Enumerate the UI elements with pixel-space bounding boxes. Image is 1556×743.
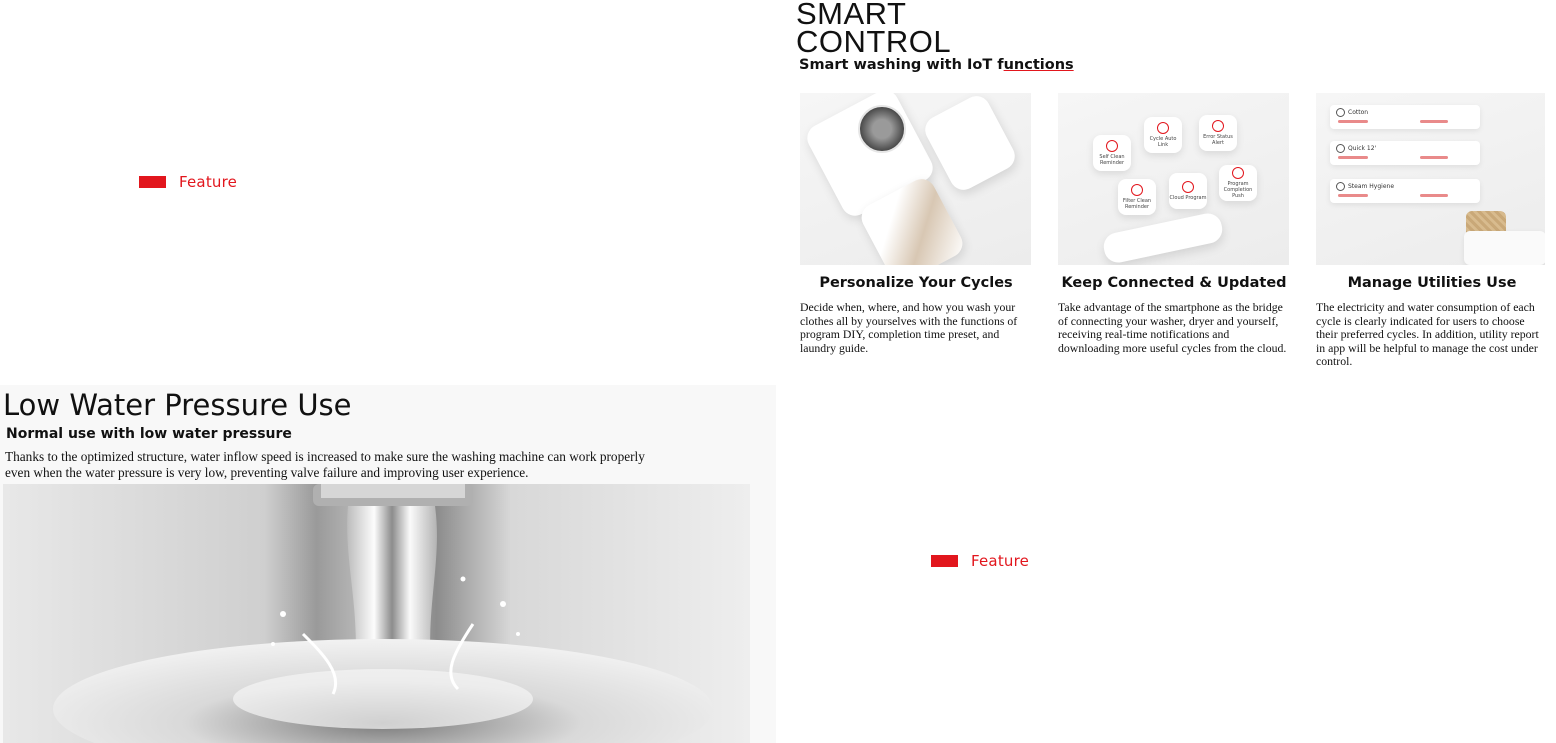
- bell-icon: [1232, 167, 1244, 179]
- phone-screen: [1101, 211, 1225, 265]
- card-title: Keep Connected & Updated: [1061, 275, 1287, 291]
- filter-icon: [1131, 184, 1143, 196]
- bubble-filter-clean: Filter Clean Reminder: [1118, 179, 1156, 215]
- feature-label: Feature: [971, 552, 1030, 570]
- feature-tag-bottom: [931, 552, 1029, 570]
- feature-tag-top: [139, 173, 237, 191]
- bubble-error-alert: Error Status Alert: [1199, 115, 1237, 151]
- feature-bar-icon: [931, 555, 958, 567]
- water-faucet-image: [3, 484, 750, 743]
- title-line-2: CONTROL: [796, 24, 952, 59]
- card-description: Decide when, where, and how you wash your clothes all by yourselves with the functions of program DIY, completion time preset, and laundry guide.: [800, 300, 1018, 355]
- utility-chart-icon: [1316, 93, 1545, 265]
- feature-bar-icon: [139, 176, 166, 188]
- bubble-self-clean: Self Clean Reminder: [1093, 135, 1131, 171]
- subtitle-prefix: Smart washing with IoT f: [799, 57, 1004, 73]
- card-description: The electricity and water consumption of each cycle is clearly indicated for users to choose their preferred cycles. In addition, utility report in app will be helpful to manage the cost under control.: [1316, 300, 1539, 368]
- card-personalize-cycles: [800, 93, 1032, 355]
- drum-icon: [858, 105, 906, 153]
- steam-icon: [1336, 182, 1345, 191]
- smart-control-title: [796, 0, 952, 59]
- alert-icon: [1212, 120, 1224, 132]
- cycle-row-steam: Steam Hygiene: [1330, 179, 1480, 203]
- card-title: Personalize Your Cycles: [819, 275, 1013, 291]
- cloud-icon: [1182, 181, 1194, 193]
- cycle-row-quick: Quick 12': [1330, 141, 1480, 165]
- bubble-cloud-program: Cloud Program: [1169, 173, 1207, 209]
- phone-screen: [920, 93, 1019, 195]
- link-icon: [1157, 122, 1169, 134]
- card-manage-utilities: [1316, 93, 1548, 369]
- cotton-icon: [1336, 108, 1345, 117]
- smart-control-subtitle: [799, 57, 1074, 73]
- card-keep-connected: [1058, 93, 1290, 355]
- low-water-subtitle: Normal use with low water pressure: [6, 426, 292, 442]
- card-description: Take advantage of the smartphone as the bridge of connecting your washer, dryer and yourself, receiving real-time notifications and downloading more useful cycles from the cloud.: [1058, 300, 1287, 355]
- cycle-row-cotton: Cotton: [1330, 105, 1480, 129]
- bubble-completion-push: Program Completion Push: [1219, 165, 1257, 201]
- clock-icon: [1336, 144, 1345, 153]
- water-splash-icon: [3, 484, 750, 743]
- bubble-cycle-link: Cycle Auto Link: [1144, 117, 1182, 153]
- low-water-description: Thanks to the optimized structure, water inflow speed is increased to make sure the washing machine can work properly even when the water pressure is very low, preventing valve failure and improving user experience.: [5, 449, 645, 480]
- title-line-1: SMART: [796, 0, 907, 31]
- cloud-connect-icon: [1058, 93, 1289, 265]
- feature-label: Feature: [179, 173, 238, 191]
- card-title: Manage Utilities Use: [1347, 275, 1517, 291]
- low-water-title: Low Water Pressure Use: [3, 388, 352, 422]
- reminder-icon: [1106, 140, 1118, 152]
- towels-icon: [1464, 231, 1545, 265]
- subtitle-underlined: unctions: [1003, 57, 1074, 73]
- phone-app-icon: [800, 93, 1031, 265]
